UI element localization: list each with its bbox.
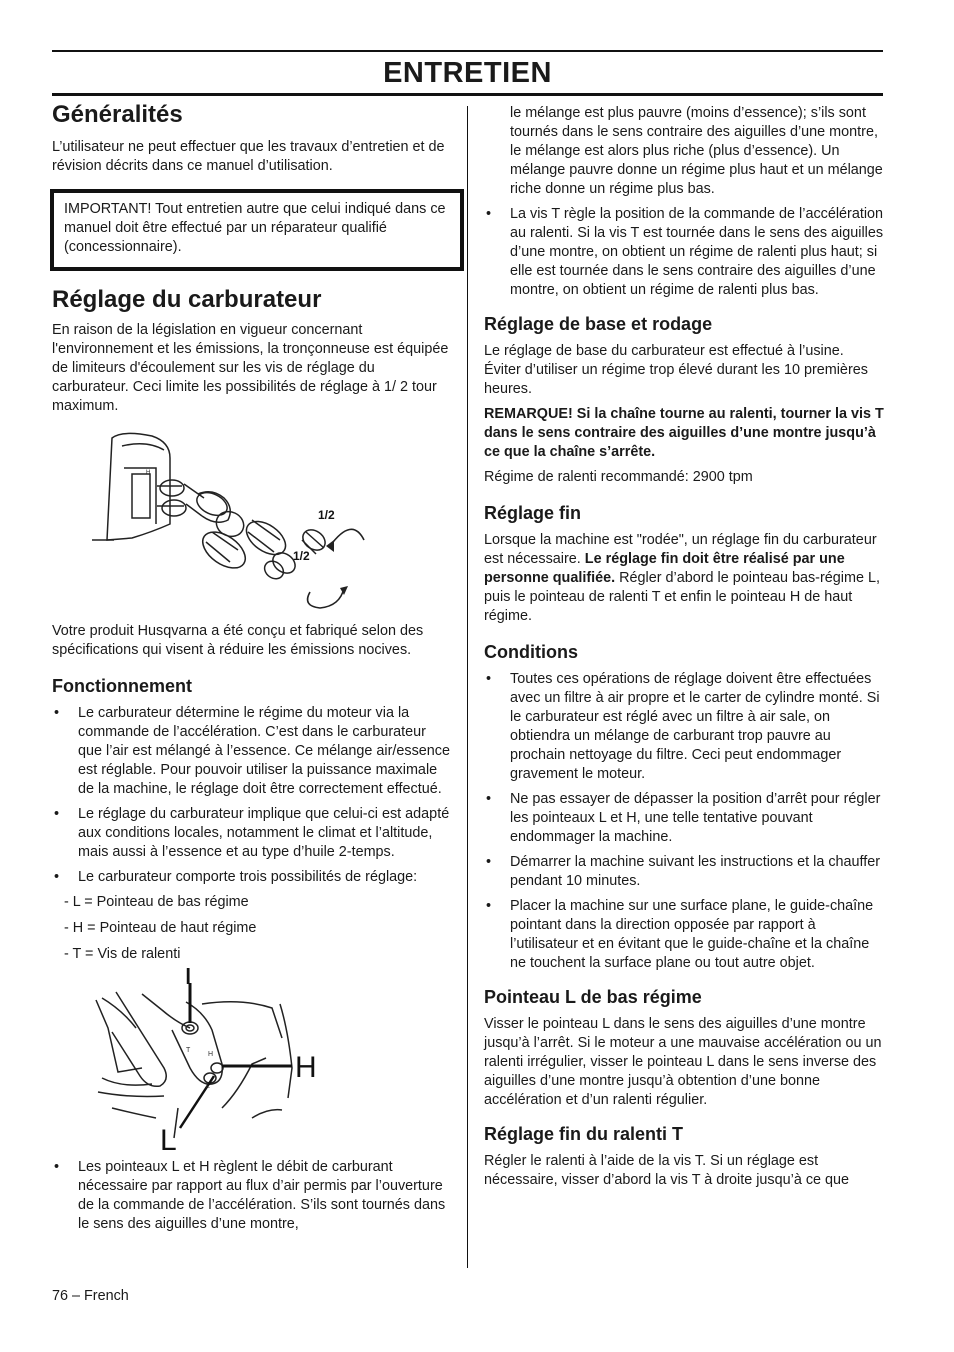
heading-pointeau-l: Pointeau L de bas régime <box>484 987 702 1007</box>
fig-label-half-turn-2: 1/2 <box>293 549 310 563</box>
right-column <box>484 100 884 1190</box>
page-number: 76 – French <box>52 1288 129 1304</box>
heading-reglage-base: Réglage de base et rodage <box>484 314 713 334</box>
label-H: H <box>295 1051 317 1084</box>
small-label-l: L <box>206 1083 210 1090</box>
header-rule-top <box>52 50 883 52</box>
list-item: • Placer la machine sur une surface plane, le guide-chaîne pointant dans la direction opposée par rapport à l’utilisateur et en évitant que le guide-chaîne et la chaîne ne touchent la surface plane ou tout autre objet. <box>484 897 884 973</box>
vis-t-list <box>484 205 884 300</box>
generalites-intro: L’utilisateur ne peut effectuer que les travaux d’entretien et de révision décrits dans ce manuel d’utilisation. <box>52 139 445 174</box>
list-item: • Ne pas essayer de dépasser la position d’arrêt pour régler les pointeaux L et H, une telle tentative pouvant endommager la machine. <box>484 790 884 847</box>
heading-fonctionnement: Fonctionnement <box>52 676 192 696</box>
setting-h: - H = Pointeau de haut régime <box>64 920 257 936</box>
list-item: • Le réglage du carburateur implique que celui-ci est adapté aux conditions locales, notamment le climat et l’altitude, mais aussi à l’essence et au type d’huile 2-temps. <box>52 805 452 862</box>
remarque-text: REMARQUE! Si la chaîne tourne au ralenti, tourner la vis T dans le sens contraire des aiguilles d’une montre jusqu’à ce que la chaîne s’arrête. <box>484 406 884 460</box>
label-T: T <box>179 968 198 991</box>
left-column <box>52 100 452 1234</box>
setting-l: - L = Pointeau de bas régime <box>64 894 249 910</box>
setting-t: - T = Vis de ralenti <box>64 946 181 962</box>
list-item: • Démarrer la machine suivant les instructions et la chauffer pendant 10 minutes. <box>484 853 884 891</box>
list-item: • Le carburateur comporte trois possibilités de réglage: <box>52 868 452 887</box>
carburateur-intro: En raison de la législation en vigueur concernant l'environnement et les émissions, la tronçonneuse est équipée de limiteurs d'écoulement sur les vis de réglage du carburateur. Ceci limite les possibilités de réglage à 1/ 2 tour maximum. <box>52 322 449 414</box>
column-separator <box>467 106 468 1268</box>
list-item: • La vis T règle la position de la commande de l’accélération au ralenti. Si la vis T est tournée dans le sens des aiguilles d’une montre, on obtient un régime de ralenti plus haut; si elle est tournée dans le sens contraire des aiguilles d’une montre, on obtient un régime de ralenti plus bas. <box>484 205 884 300</box>
continuation-text: le mélange est plus pauvre (moins d’essence); s’ils sont tournés dans le sens contraire des aiguilles d’une montre, le mélange est alors plus riche (plus d’essence). Un mélange pauvre donne un régime plus haut et un mélange riche donne un régime plus bas. <box>510 105 883 197</box>
husqvarna-emissions-text: Votre produit Husqvarna a été conçu et fabriqué selon des spécifications qui visent à réduire les émissions nocives. <box>52 623 424 658</box>
list-item: • Le carburateur détermine le régime du moteur via la commande de l’accélération. C’est dans le carburateur que l’air est mélangé à l’essence. Ce mélange air/essence est réglable. Pour pouvoir utiliser la puissance maximale de la machine, le réglage doit être correctement effectué. <box>52 704 452 799</box>
fig-label-half-turn-1: 1/2 <box>318 508 335 522</box>
carburetor-limiters-drawing <box>52 428 452 618</box>
carb-small-h-label: H <box>146 470 151 476</box>
fin-text <box>484 531 884 626</box>
base-text: Le réglage de base du carburateur est effectué à l’usine. Éviter d’utiliser un régime trop élevé durant les 10 premières heures. <box>484 343 868 397</box>
fonctionnement-list <box>52 704 452 887</box>
thl-screws-drawing <box>52 968 452 1156</box>
heading-reglage-fin: Réglage fin <box>484 503 582 523</box>
heading-reglage-carburateur: Réglage du carburateur <box>52 286 322 313</box>
fin-text-3: Régler d’abord le pointeau bas-régime L, puis le pointeau de ralenti T et enfin le pointeau H de haut régime. <box>484 570 880 624</box>
ralenti-t-text: Régler le ralenti à l’aide de la vis T. Si un réglage est nécessaire, visser d’abord la vis T à droite jusqu’à ce que <box>484 1153 850 1188</box>
label-L: L <box>160 1124 177 1156</box>
regime-text: Régime de ralenti recommandé: 2900 tpm <box>484 469 753 485</box>
important-text: IMPORTANT! Tout entretien autre que celui indiqué dans ce manuel doit être effectué par un réparateur qualifié (concessionnaire). <box>64 201 446 255</box>
conditions-list <box>484 670 884 973</box>
fin-text-bold: Le réglage fin doit être réalisé par une personne qualifiée. <box>484 551 845 586</box>
header-rule-bottom <box>52 93 883 96</box>
fonctionnement-list-2 <box>52 1158 452 1234</box>
pointeau-l-text: Visser le pointeau L dans le sens des aiguilles d’une montre jusqu’à l’arrêt. Si le moteur a une mauvaise accélération ou un ralenti irrégulier, visser le pointeau L dans le sens inverse des aiguilles d’une montre jusqu’à obtention d’une bonne accélération et d’un ralenti régulier. <box>484 1016 882 1108</box>
fin-text-1: Lorsque la machine est "rodée", un réglage fin du carburateur est nécessaire. <box>484 532 877 567</box>
heading-conditions: Conditions <box>484 642 578 662</box>
list-item: • Les pointeaux L et H règlent le débit de carburant nécessaire par rapport au flux d’air permis par l’ouverture de la commande de l’accélération. S’ils sont tournés dans le sens des aiguilles d’une montre, <box>52 1158 452 1234</box>
small-label-t: T <box>186 1047 191 1054</box>
page-title: ENTRETIEN <box>383 57 552 89</box>
figure-thl-screws <box>52 968 452 1156</box>
important-box <box>50 189 464 271</box>
list-item: • Toutes ces opérations de réglage doivent être effectuées avec un filtre à air propre et le carter de cylindre monté. Si le carburateur est réglé avec un filtre à air sale, on obtiendra un mélange de carburant trop pauvre au prochain nettoyage du filtre. Ceci peut endommager gravement le moteur. <box>484 670 884 784</box>
small-label-h: H <box>208 1051 214 1058</box>
heading-generalites: Généralités <box>52 101 183 128</box>
heading-ralenti-t: Réglage fin du ralenti T <box>484 1124 684 1144</box>
figure-carburetor-limiters <box>52 428 452 618</box>
